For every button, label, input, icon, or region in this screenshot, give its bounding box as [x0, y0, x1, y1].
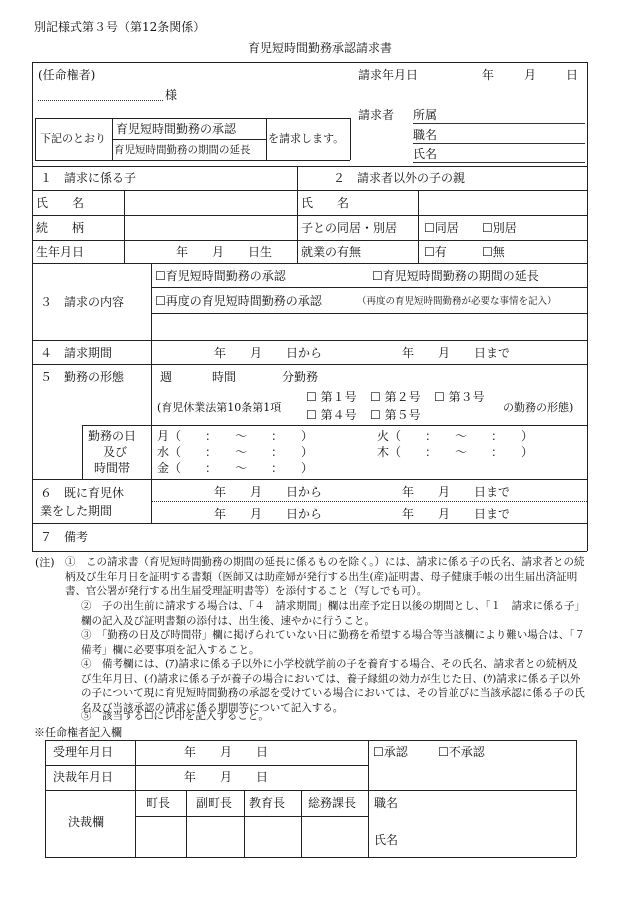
- tuesday-time[interactable]: 火（ ： 〜 ： ）: [377, 429, 534, 443]
- hours-label: 時間: [212, 370, 237, 384]
- content-opt-extension[interactable]: ☐育児短時間勤務の期間の延長: [372, 269, 539, 283]
- sec2-title: ２ 請求者以外の子の親: [333, 171, 466, 185]
- edu-label: 教育長: [249, 796, 286, 810]
- form-checkbox-4[interactable]: ☐ 第４号: [306, 408, 357, 422]
- content-opt-approval[interactable]: ☐育児短時間勤務の承認: [155, 269, 286, 283]
- approve-checkbox[interactable]: ☐承認: [373, 745, 408, 759]
- mayor-label: 町長: [146, 796, 171, 810]
- parent-name-label: 氏 名: [301, 196, 350, 210]
- child-birth-label: 生年月日: [36, 245, 85, 259]
- shimei-label: 氏名: [413, 147, 438, 161]
- days-label-1: 勤務の日: [88, 429, 137, 443]
- law-label: (育児休業法第10条第1項: [157, 401, 282, 414]
- minutes-label: 分勤務: [282, 370, 319, 384]
- form-checkbox-1[interactable]: ☐ 第１号: [306, 390, 357, 404]
- days-label-2: 及び: [103, 445, 128, 459]
- year-label: 年: [482, 68, 495, 82]
- general-affairs-label: 総務課長: [308, 796, 357, 810]
- disapprove-checkbox[interactable]: ☐不承認: [438, 745, 485, 759]
- sec7-title: ７ 備考: [40, 530, 89, 544]
- wo-seikyu-label: を請求します。: [268, 132, 345, 145]
- kessai-label: 決裁欄: [68, 815, 105, 829]
- shozoku-label: 所属: [413, 108, 438, 122]
- sec6-title-2: 業をした期間: [40, 504, 113, 518]
- day-label: 日: [566, 68, 579, 82]
- received-date-value: 年 月 日: [184, 745, 269, 759]
- week-label: 週: [160, 370, 173, 384]
- approver-shokumei-label: 職名: [374, 796, 399, 810]
- received-date-label: 受理年月日: [53, 745, 114, 759]
- cohabit-checkbox-no[interactable]: ☐別居: [482, 221, 517, 235]
- content-opt-reapproval-note: （再度の育児短時間勤務が必要な事情を記入）: [357, 296, 557, 307]
- friday-time[interactable]: 金（ ： 〜 ： ）: [157, 461, 314, 475]
- page-title: 育児短時間勤務承認請求書: [248, 41, 393, 55]
- content-opt-reapproval[interactable]: ☐再度の育児短時間勤務の承認: [155, 294, 322, 308]
- note-2: ② 子の出生前に請求する場合は、「４ 請求期間」欄は出産予定日以後の期間とし、「１ 請求に係る子」欄の記入及び証明書類の添付は、出生後、速やかに行うこと。: [81, 600, 585, 627]
- form-suffix: の勤務の形態): [503, 401, 574, 414]
- shokumei-label: 職名: [413, 128, 438, 142]
- child-name-label: 氏 名: [36, 196, 85, 210]
- decided-date-label: 決裁年月日: [53, 770, 114, 784]
- monday-time[interactable]: 月（ ： 〜 ： ）: [157, 429, 314, 443]
- appointer-label: (任命権者): [38, 68, 96, 82]
- wednesday-time[interactable]: 水（ ： 〜 ： ）: [157, 445, 314, 459]
- form-checkbox-2[interactable]: ☐ 第２号: [370, 390, 421, 404]
- note-3: ③ 「勤務の日及び時間帯」欄に掲げられていない日に勤務を希望する場合等当該欄により難い場合は、「７ 備考」欄に必要事項を記入すること。: [81, 629, 596, 656]
- month-label: 月: [524, 68, 537, 82]
- request-date-label: 請求年月日: [358, 68, 419, 82]
- sec4-title: ４ 請求期間: [40, 346, 113, 360]
- opt-approval[interactable]: 育児短時間勤務の承認: [116, 122, 237, 136]
- note-4: ④ 備考欄には、(ｱ)請求に係る子以外に小学校就学前の子を養育する場合、その氏名、請求者との続柄及び生年月日、(ｲ)請求に係る子が養子の場合においては、養子縁組の効力が生じた日、(ｳ)請求に係る子以外の子について現に育児短時間勤務の承認を受けている場合においては、その旨並びに当該承認に係る子の氏名及び当該承認の請求に係る期間等について記入する。: [81, 658, 585, 714]
- form-checkbox-3[interactable]: ☐ 第３号: [434, 390, 485, 404]
- form-number: 別記様式第３号（第12条関係）: [34, 20, 206, 34]
- opt-extension[interactable]: 育児短時間勤務の期間の延長: [114, 144, 251, 156]
- child-relation-label: 続 柄: [36, 221, 85, 235]
- leave-period-1-to: 年 月 日まで: [402, 485, 511, 499]
- employment-label: 就業の有無: [301, 245, 362, 259]
- sec1-title: １ 請求に係る子: [40, 171, 137, 185]
- sec6-title-1: ６ 既に育児休: [40, 486, 125, 500]
- leave-period-2-from: 年 月 日から: [214, 507, 323, 521]
- kaki-label: 下記のとおり: [40, 132, 106, 145]
- sec5-title: ５ 勤務の形態: [40, 370, 125, 384]
- sama-label: 様: [165, 88, 178, 102]
- leave-period-1-from: 年 月 日から: [214, 485, 323, 499]
- cohabit-label: 子との同居・別居: [301, 221, 398, 235]
- period-from: 年 月 日から: [214, 346, 323, 360]
- leave-period-2-to: 年 月 日まで: [402, 507, 511, 521]
- note-1: ① この請求書（育児短時間勤務の期間の延長に係るものを除く。）には、請求に係る子の氏名、請求者との続柄及び生年月日を証明する書類（医師又は助産婦が発行する出生(産)証明書、母子健康手帳の出生届出済証明書、官公署が発行する出生届受理証明書等）を添付すること（写しでも可）。: [65, 556, 585, 597]
- approver-shimei-label: 氏名: [374, 833, 399, 847]
- decided-date-value: 年 月 日: [184, 770, 269, 784]
- period-to: 年 月 日まで: [402, 346, 511, 360]
- appointer-section-title: ※任命権者記入欄: [34, 726, 122, 739]
- requester-label: 請求者: [358, 108, 395, 122]
- vice-mayor-label: 副町長: [196, 796, 233, 810]
- cohabit-checkbox-yes[interactable]: ☐同居: [424, 221, 459, 235]
- child-birth-value: 年 月 日生: [176, 245, 273, 259]
- employment-checkbox-yes[interactable]: ☐有: [424, 245, 447, 259]
- form-checkbox-5[interactable]: ☐ 第５号: [370, 408, 421, 422]
- notes-label: (注): [35, 556, 55, 569]
- note-5: ⑤ 該当する☐にレ印を記入すること。: [81, 710, 269, 722]
- sec3-title: ３ 請求の内容: [40, 295, 125, 309]
- thursday-time[interactable]: 木（ ： 〜 ： ）: [377, 445, 534, 459]
- days-label-3: 時間帯: [94, 461, 131, 475]
- employment-checkbox-no[interactable]: ☐無: [482, 245, 505, 259]
